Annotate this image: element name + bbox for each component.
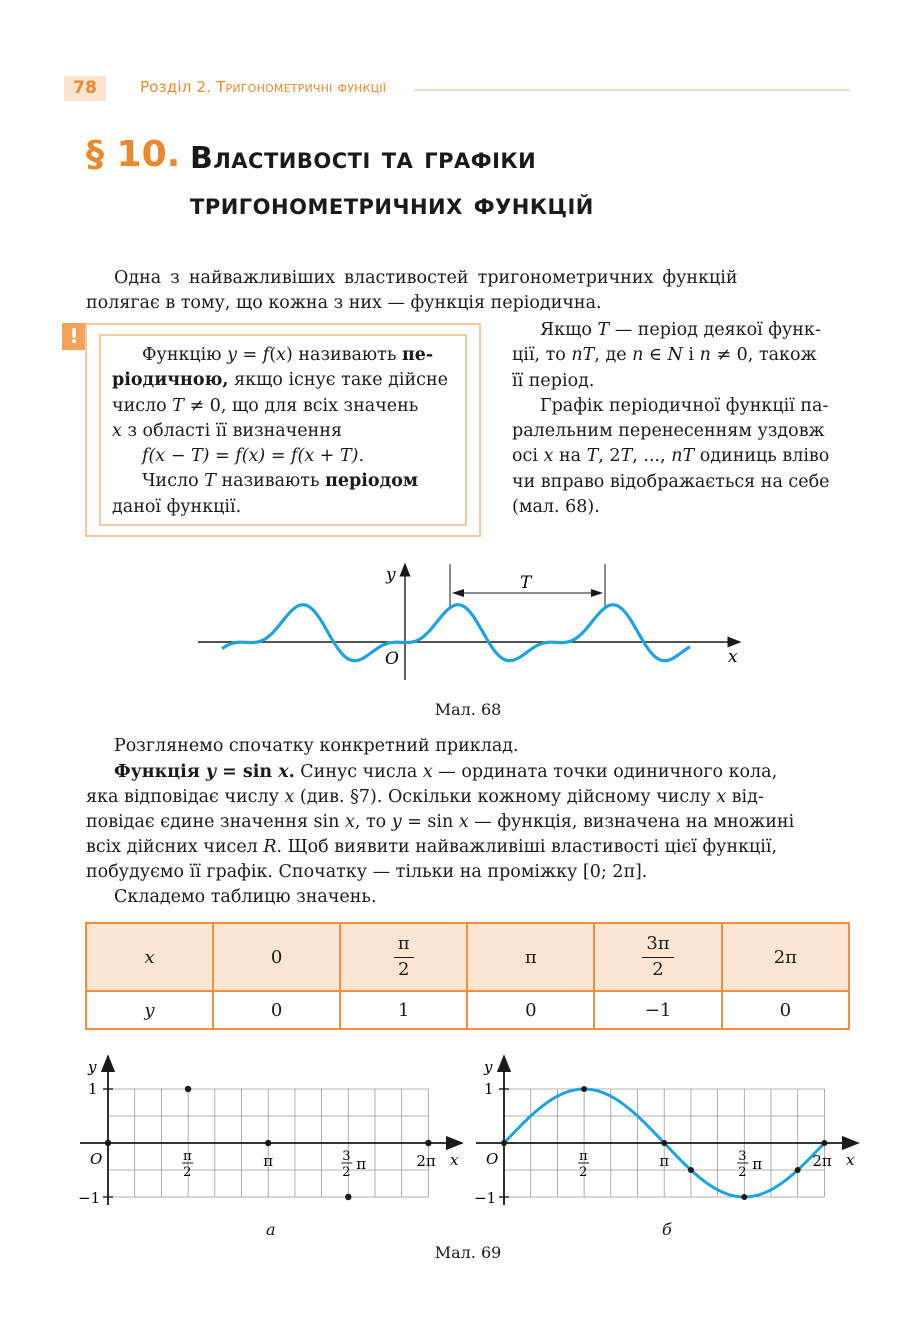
y-tick-label-1: 1 (88, 1080, 98, 1098)
section-title-line2: тригонометричних функцій (190, 187, 594, 222)
body-p6: побудуємо її графік. Спочатку — тільки на проміжку [0; 2π]. (86, 862, 648, 882)
y-axis-label: y (386, 565, 396, 585)
definition-line7: даної функції. (112, 496, 242, 517)
table-cell-y-4: 0 (722, 991, 849, 1029)
body-p4: повідає єдине значення sin x, то y = sin x — функція, визначена на множині (86, 812, 795, 832)
y-tick-label-1: 1 (484, 1080, 494, 1098)
right-line6: осі x на T, 2T, ..., nT одиниць вліво (512, 446, 830, 467)
table-cell-y-label: y (86, 991, 213, 1029)
definition-line3: число T ≠ 0, що для всіх значень (112, 395, 419, 416)
right-line7: чи вправо відображається на себе (512, 471, 830, 492)
table-cell-y-1: 1 (340, 991, 467, 1029)
body-p2: Функція y = sin x. Синус числа x — ордината точки одиничного кола, (114, 762, 778, 782)
body-p7: Складемо таблицю значень. (114, 887, 377, 907)
right-line1: Якщо T — період деякої функ- (540, 320, 821, 340)
page-number: 78 (64, 76, 106, 101)
origin-label: O (385, 649, 399, 669)
x-tick-pi2-num: π (183, 1149, 192, 1164)
y-axis-label: y (88, 1058, 97, 1076)
data-point (501, 1140, 507, 1146)
x-tick-pi2-num: π (579, 1149, 588, 1164)
data-point (661, 1140, 667, 1146)
panel-b-label: б (662, 1220, 672, 1239)
x-tick-pi: π (659, 1152, 670, 1170)
right-line3: її період. (512, 370, 595, 391)
table-cell-y-2: 0 (467, 991, 594, 1029)
y-tick-label-minus1: −1 (78, 1189, 101, 1207)
data-point (345, 1194, 351, 1200)
table-cell-x-pi: π (467, 923, 594, 991)
header-rule (414, 89, 850, 91)
table-cell-x-0: 0 (213, 923, 340, 991)
x-tick-pi2-den: 2 (579, 1165, 588, 1180)
definition-text (112, 343, 454, 520)
data-point (821, 1140, 827, 1146)
running-head (140, 78, 386, 96)
origin-label: O (486, 1150, 499, 1168)
origin-label: O (90, 1150, 103, 1168)
x-tick-2pi: 2π (416, 1152, 436, 1170)
x-axis-label: x (846, 1151, 855, 1169)
x-tick-3pi2-num: 3 (738, 1149, 747, 1164)
y-tick-label-minus1: −1 (474, 1189, 497, 1207)
x-tick-pi2-den: 2 (183, 1165, 192, 1180)
data-point (581, 1086, 587, 1092)
table-row-y (86, 991, 849, 1029)
data-point (105, 1140, 111, 1146)
intro-line1: Одна з найважливіших властивостей тригонометричних функцій (114, 268, 738, 288)
sine-values-table (85, 922, 850, 1030)
table-cell-x-2pi: 2π (722, 923, 849, 991)
right-column-text (512, 318, 850, 520)
table-row-x (86, 923, 849, 991)
definition-formula: f(x − T) = f(x) = f(x + T). (142, 446, 365, 467)
definition-line4: x з області її визначення (112, 420, 343, 441)
data-point (741, 1194, 747, 1200)
body-p1: Розглянемо спочатку конкретний приклад. (114, 736, 519, 756)
right-line8: (мал. 68). (512, 497, 600, 518)
data-point (688, 1167, 694, 1173)
table-cell-y-3: −1 (594, 991, 721, 1029)
figure-68-caption: Мал. 68 (434, 700, 502, 719)
x-axis-label: x (450, 1151, 459, 1169)
data-point (795, 1167, 801, 1173)
x-tick-3pi2-den: 2 (342, 1165, 351, 1180)
right-line4: Графік періодичної функції па- (540, 395, 829, 416)
definition-line6: Число T називають періодом (142, 471, 419, 492)
x-tick-3pi2-pi: π (752, 1155, 763, 1173)
right-line5: ралельним перенесенням уздовж (512, 421, 825, 442)
intro-line2: полягає в тому, що кожна з них — функція періодична. (86, 293, 602, 313)
period-label: T (520, 573, 532, 593)
x-axis-label: x (728, 647, 738, 667)
y-axis-label: y (484, 1058, 493, 1076)
x-tick-2pi: 2π (812, 1152, 832, 1170)
section-title-line1: Властивості та графіки (190, 141, 537, 176)
figure-69-caption: Мал. 69 (434, 1243, 502, 1262)
x-tick-3pi2-pi: π (356, 1155, 367, 1173)
period-arrowhead-right (591, 589, 603, 597)
chapter-label: Розділ 2. (140, 78, 212, 96)
x-tick-pi: π (263, 1152, 274, 1170)
panel-a-label: а (266, 1220, 276, 1239)
table-cell-y-0: 0 (213, 991, 340, 1029)
period-arrowhead-left (452, 589, 464, 597)
table-cell-x-pi2: $\frac{\pi}{2}$ (340, 923, 467, 991)
data-point (265, 1140, 271, 1146)
chapter-title: Тригонометричні функції (216, 78, 387, 96)
figure-68-periodic-graph (180, 556, 770, 696)
periodic-curve (222, 605, 690, 661)
data-point (185, 1086, 191, 1092)
definition-line1: Функцію y = f(x) називають пе- (142, 345, 434, 365)
table-cell-x-label: x (86, 923, 213, 991)
x-tick-3pi2-num: 3 (342, 1149, 351, 1164)
data-point (425, 1140, 431, 1146)
section-title (190, 136, 594, 228)
section-number: § 10. (86, 134, 181, 175)
attention-marker: ! (62, 323, 86, 350)
body-p5: всіх дійсних чисел R. Щоб виявити найважливіші властивості цієї функції, (86, 837, 778, 857)
definition-line2: ріодичною, якщо існує таке дійсне (112, 370, 448, 391)
table-cell-x-3pi2: $\frac{3\pi}{2}$ (594, 923, 721, 991)
x-tick-3pi2-den: 2 (738, 1165, 747, 1180)
right-line2: ції, то nT, де n ∈ N і n ≠ 0, також (512, 345, 817, 366)
body-p3: яка відповідає числу x (див. §7). Оскільки кожному дійсному числу x від- (86, 787, 764, 807)
